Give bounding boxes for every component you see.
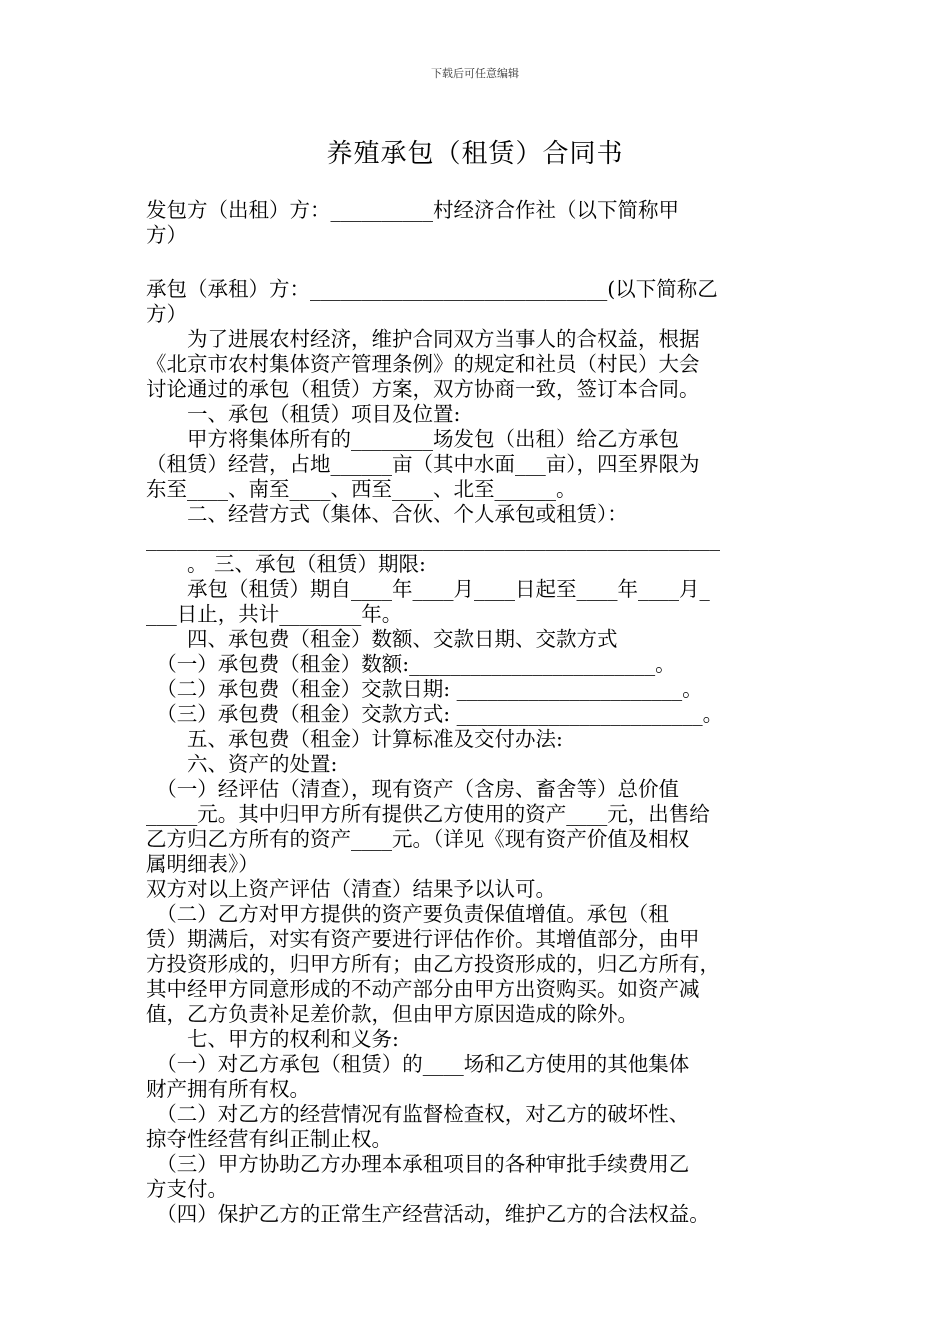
text-line: （三）承包费（租金）交款方式: ________________________。 xyxy=(146,702,724,726)
text-line: 。 三、承包（租赁）期限: xyxy=(146,552,426,576)
text-line: （一）承包费（租金）数额:________________________。 xyxy=(146,652,676,676)
text-line: 为了进展农村经济，维护合同双方当事人的合权益，根据 xyxy=(146,327,700,351)
text-line: （二）承包费（租金）交款日期: ______________________。 xyxy=(146,677,703,701)
text-line: 财产拥有所有权。 xyxy=(146,1077,310,1101)
text-line: 方） xyxy=(146,223,187,247)
text-line: （四）保护乙方的正常生产经营活动，维护乙方的合法权益。 xyxy=(146,1202,710,1226)
page-header: 下载后可任意编辑 xyxy=(431,67,519,80)
text-line: 承包（承租）方：_____________________________(以下简称乙 xyxy=(146,277,718,301)
text-line: _____元。其中归甲方所有提供乙方使用的资产____元，出售给 xyxy=(146,802,710,826)
text-line: （二）对乙方的经营情况有监督检查权，对乙方的破坏性、 xyxy=(146,1102,690,1126)
text-line: ________________________________________________________ xyxy=(146,527,720,551)
text-line: 五、承包费（租金）计算标准及交付办法: xyxy=(146,727,563,751)
text-line: 方投资形成的，归甲方所有；由乙方投资形成的，归乙方所有， xyxy=(146,952,720,976)
text-line: 方支付。 xyxy=(146,1177,228,1201)
text-line: 赁）期满后，对实有资产要进行评估作价。其增值部分，由甲 xyxy=(146,927,700,951)
text-line: 掠夺性经营有纠正制止权。 xyxy=(146,1127,392,1151)
text-line: 承包（租赁）期自____年____月____日起至____年____月_ xyxy=(146,577,710,601)
text-line: 《北京市农村集体资产管理条例》的规定和社员（村民）大会 xyxy=(146,352,700,376)
text-line: 其中经甲方同意形成的不动产部分由甲方出资购买。如资产减 xyxy=(146,977,700,1001)
text-line: 六、资产的处置: xyxy=(146,752,338,776)
text-line: 乙方归乙方所有的资产____元。（详见《现有资产价值及相权 xyxy=(146,827,690,851)
text-line: 甲方将集体所有的________场发包（出租）给乙方承包 xyxy=(146,427,679,451)
text-line: 方） xyxy=(146,302,187,326)
text-line: 一、承包（租赁）项目及位置: xyxy=(146,402,461,426)
document-title: 养殖承包（租赁）合同书 xyxy=(326,139,624,169)
text-line: 属明细表》） xyxy=(146,852,259,876)
text-line: 讨论通过的承包（租赁）方案，双方协商一致，签订本合同。 xyxy=(146,377,700,401)
text-line: 七、甲方的权利和义务: xyxy=(146,1027,399,1051)
text-line: 四、承包费（租金）数额、交款日期、交款方式 xyxy=(146,627,618,651)
text-line: （一）对乙方承包（租赁）的____场和乙方使用的其他集体 xyxy=(146,1052,690,1076)
text-line: 双方对以上资产评估（清查）结果予以认可。 xyxy=(146,877,556,901)
text-line: ___日止，共计________年。 xyxy=(146,602,403,626)
text-line: 二、经营方式（集体、合伙、个人承包或租赁）： xyxy=(146,502,628,526)
text-line: （一）经评估（清查），现有资产（含房、畜舍等）总价值 xyxy=(146,777,679,801)
text-line: 值，乙方负责补足差价款，但由甲方原因造成的除外。 xyxy=(146,1002,638,1026)
text-line: 东至____、南至____、西至____、北至______。 xyxy=(146,477,577,501)
contract-body xyxy=(146,198,806,1227)
text-line: （三）甲方协助乙方办理本承租项目的各种审批手续费用乙 xyxy=(146,1152,690,1176)
text-line: （租赁）经营，占地______亩（其中水面___亩），四至界限为 xyxy=(146,452,700,476)
text-line: 发包方（出租）方：__________村经济合作社（以下简称甲 xyxy=(146,198,679,222)
text-line: （二）乙方对甲方提供的资产要负责保值增值。承包（租 xyxy=(146,902,669,926)
text-line xyxy=(146,248,806,277)
